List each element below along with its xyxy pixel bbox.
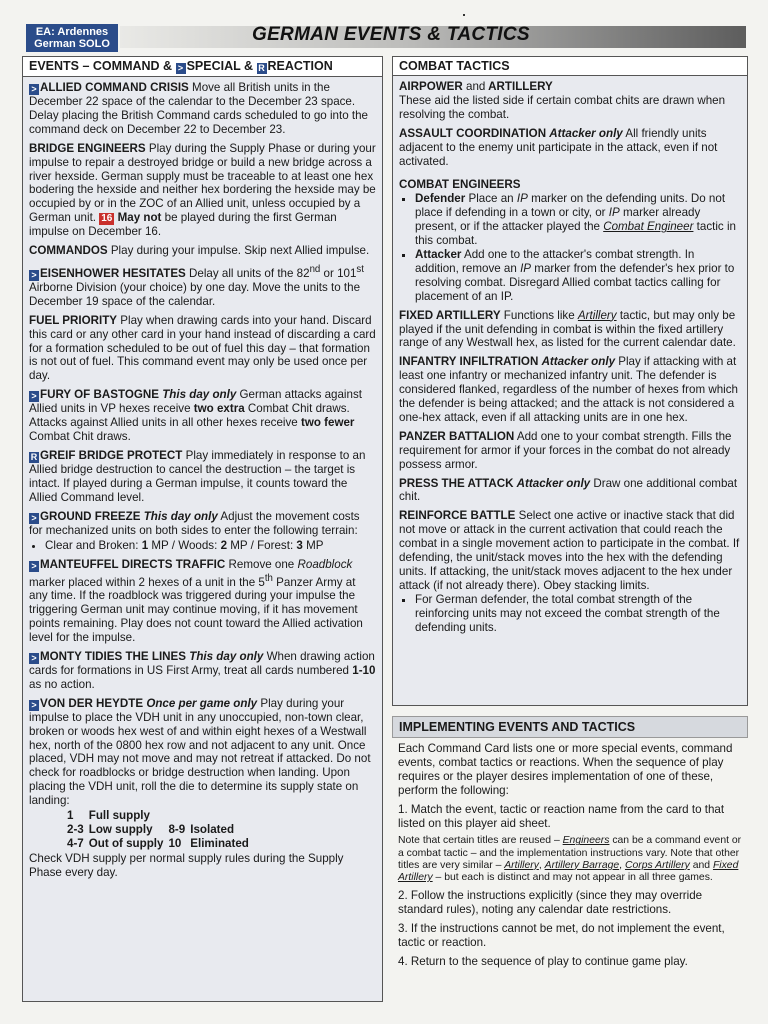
bullet-text: Clear and Broken:	[45, 538, 139, 552]
roll-cell: 4-7	[67, 836, 84, 850]
special-icon: >	[29, 653, 39, 664]
entry-condition: This day only	[162, 388, 237, 402]
entry-title: ASSAULT COORDINATION	[399, 126, 547, 140]
page-title: GERMAN EVENTS & TACTICS	[252, 24, 530, 45]
entry-title	[399, 80, 741, 94]
entry-text: or 101	[323, 266, 357, 280]
entry-commandos	[29, 244, 376, 258]
entry-condition: Attacker only	[516, 476, 591, 490]
entry-title: VON DER HEYDTE	[40, 696, 144, 710]
entry-monty	[29, 650, 376, 692]
combat-tactics-heading: COMBAT TACTICS	[393, 57, 747, 76]
entry-condition: Attacker only	[541, 355, 616, 369]
heading-part-a: EVENTS – COMMAND &	[29, 59, 173, 73]
day-badge: 16	[101, 213, 113, 225]
entry-text: Play immediately in response to an Allied bridge destruction to cancel the destruction – the target is intact. If played during a German impulse, it counts toward the Allied Command level.	[29, 448, 366, 504]
note-link: Artillery	[504, 859, 539, 871]
scenario-tag	[26, 24, 118, 52]
result-cell: Full supply	[88, 809, 150, 823]
entry-title: ALLIED COMMAND CRISIS	[40, 81, 189, 94]
bullet-link: Combat Engineer	[603, 220, 694, 234]
title-part: AIRPOWER	[399, 80, 463, 93]
entry-title: FUEL PRIORITY	[29, 313, 118, 327]
entry-link: Artillery	[577, 308, 617, 322]
entry-title: COMBAT ENGINEERS	[399, 178, 521, 192]
entry-text: Adjust the movement costs for mechanized units on both sides to enter the following terrain:	[29, 509, 360, 537]
bullet-value: 2	[220, 538, 228, 552]
entry-text: be played during the first German impulse on December 16.	[29, 211, 337, 239]
events-heading	[23, 57, 382, 77]
heading-part-b: SPECIAL &	[186, 59, 254, 73]
entry-eisenhower-hesitates	[29, 263, 376, 309]
entry-title: MANTEUFFEL DIRECTS TRAFFIC	[40, 557, 226, 571]
entry-emphasis: two fewer	[300, 416, 355, 430]
entry-title: FIXED ARTILLERY	[399, 308, 501, 322]
special-icon: >	[29, 561, 39, 572]
freeze-bullet	[45, 539, 376, 553]
entry-text: All friendly units adjacent to the enemy unit participate in the attack, even if not activated.	[399, 126, 718, 168]
special-icon: >	[29, 391, 39, 402]
entry-text: Play during the Supply Phase or during your impulse to repair a destroyed bridge or build a new bridge across a river hexside. German supply must be traceable to at least one hex bodering the hexside and neither hex bordering the hexside may be occupied by or in the ZOC of an Allied unit, unless occupied by a German unit.	[29, 141, 376, 225]
bullet-italic: IP	[516, 192, 528, 206]
entry-emphasis: 1-10	[352, 663, 376, 677]
reaction-icon: R	[30, 451, 38, 462]
entry-condition: This day only	[189, 649, 264, 663]
entry-text: as no action.	[29, 677, 95, 691]
note-text: – but each is distinct and may not appear in all three games.	[435, 872, 713, 884]
entry-text: These aid the listed side if certain combat chits are drawn when resolving the combat.	[399, 93, 726, 121]
special-icon: >	[176, 63, 186, 74]
entry-text: Remove one	[228, 557, 295, 571]
roll-cell: 8-9	[168, 822, 186, 836]
speck	[463, 14, 465, 16]
events-panel	[22, 56, 383, 1002]
entry-title: REINFORCE BATTLE	[399, 509, 516, 523]
bullet-text: MP / Woods:	[151, 538, 218, 552]
entry-title: PANZER BATTALION	[399, 429, 515, 443]
note-link: Fixed Artillery	[398, 859, 739, 884]
events-body	[23, 77, 382, 880]
bullet-defender	[415, 192, 741, 248]
special-icon: >	[29, 700, 39, 711]
entry-text: Play during your impulse. Skip next Allied impulse.	[110, 244, 370, 258]
entry-title: MONTY TIDIES THE LINES	[40, 649, 187, 663]
bullet-attacker	[415, 248, 741, 304]
step-3: 3. If the instructions cannot be met, do not implement the event, tactic or reaction.	[398, 922, 725, 949]
bullet-text: ▪ For German defender, the total combat strength of the reinforcing units may not exceed the combat strength of the defending units.	[415, 593, 741, 635]
implementing-body	[392, 738, 748, 969]
note-link: Engineers	[562, 835, 610, 847]
table-row	[67, 823, 254, 837]
entry-emphasis: May not	[117, 211, 162, 225]
entry-text: Combat Chit draws.	[29, 430, 131, 444]
title-bar	[120, 26, 746, 48]
entry-fury-of-bastogne	[29, 388, 376, 444]
bullet-text: MP	[306, 538, 324, 552]
bullet-value: 1	[141, 538, 149, 552]
bullet-text: marker already present, or if the attacker played the	[415, 206, 701, 234]
entry-text: tactic, but may only be played if the unit defending in combat is within the fixed artillery range of any Westwall hex, as listed for the current calendar date.	[399, 308, 736, 350]
entry-text: Play during your impulse to place the VDH unit in any unoccupied, non-town clear, broken or woods hex west of and within eight hexes of a Westwall hex, north of the 0800 hex row and not adjacent to any unit. Once placed, VDH may not move and may not retreat if attacked. Do not check for roadblocks or bridge destruction when landing. Upon placing the VDH unit, roll the die to determine its supply state on landing:	[29, 696, 371, 808]
result-cell	[190, 809, 254, 823]
combat-tactics-body	[393, 76, 747, 635]
special-icon: >	[29, 270, 39, 281]
reaction-icon: R	[258, 63, 265, 73]
implementing-heading: IMPLEMENTING EVENTS AND TACTICS	[392, 716, 748, 738]
entry-bridge-engineers	[29, 142, 376, 239]
entry-fixed-artillery	[399, 309, 741, 351]
note-link: Corps Artillery	[624, 859, 690, 871]
entry-text: Play if attacking with at least one infantry or mechanized infantry unit. The defender is considered flanked, regardless of the number of hexes from which the defender is being attacked; and the attack is not considered a one-hex attack, even if all attacking units are in one hex.	[399, 355, 738, 424]
roll-cell	[168, 809, 190, 823]
entry-text: Check VDH supply per normal supply rules during the Supply Phase every day.	[29, 851, 344, 879]
entry-text: marker placed within 2 hexes of a unit in the 5	[29, 575, 265, 589]
entry-manteuffel	[29, 558, 376, 645]
entry-text: Select one active or inactive stack that did not move or attack in the current activation that could reach the combat in a single movement action to participate in the combat. If defending, the unit/stack moves into the hex with the defending units. If attacking, the unit/stack moves adjacent to the hex under attack (if not already there). Obey stacking limits.	[399, 509, 740, 592]
entry-press-the-attack	[399, 477, 741, 505]
entry-title: BRIDGE ENGINEERS	[29, 141, 146, 155]
entry-text: Delay all units of the 82	[189, 266, 310, 280]
entry-italic: Roadblock	[297, 557, 353, 571]
combat-tactics-panel	[392, 56, 748, 706]
entry-text: Add one to your combat strength. Fills the requirement for armor if your forces in the combat do not already possess armor.	[399, 429, 732, 471]
entry-text: Panzer Army at any time. If the roadblock was triggered during your impulse the triggering German unit may continue moving, if it has movement points remaining. Play does not count toward the Allied activation level for the impulse.	[29, 575, 363, 644]
result-cell: Eliminated	[190, 836, 249, 850]
intro-text: Each Command Card lists one or more special events, command events, combat tactics or reactions. When the sequence of play requires or the player desires implementation of one of these, perform the following:	[398, 742, 733, 797]
title-part: and	[466, 80, 486, 93]
freeze-bullets	[29, 539, 376, 553]
entry-condition: Once per game only	[146, 696, 258, 710]
entry-text: Draw one additional combat chit.	[399, 476, 738, 504]
entry-greif-bridge-protect	[29, 449, 376, 505]
entry-condition: Attacker only	[549, 126, 623, 140]
bullet-text: Place an	[468, 192, 514, 206]
entry-fuel-priority	[29, 314, 376, 384]
special-icon: >	[29, 513, 39, 524]
step-2: 2. Follow the instructions explicitly (since they may override standard rules), noting any calendar date restrictions.	[398, 889, 703, 917]
entry-condition: This day only	[143, 509, 218, 523]
bullet-text: tactic in this combat.	[415, 220, 736, 248]
entry-infantry-infiltration	[399, 355, 741, 425]
entry-text: German attacks against Allied units in VP hexes receive	[29, 388, 362, 416]
scenario-tag-line1: EA: Ardennes	[35, 26, 109, 38]
result-cell: Isolated	[190, 822, 235, 836]
engineers-bullets	[399, 192, 741, 303]
bullet-text: Add one to the attacker's combat strength. In addition, remove an	[415, 247, 695, 275]
entry-assault-coordination	[399, 127, 741, 169]
scenario-tag-line2: German SOLO	[34, 38, 110, 50]
entry-text: Functions like	[503, 308, 575, 322]
entry-reinforce-battle	[399, 509, 741, 592]
entry-title: FURY OF BASTOGNE	[40, 388, 159, 402]
entry-ground-freeze	[29, 510, 376, 538]
note-text: can be a command event or a combat tactic – and the implementation instructions vary. Note that other titles are very similar –	[398, 835, 742, 871]
table-row	[67, 837, 254, 851]
entry-text: Move all British units in the December 22 space of the calendar to the December 23 space. Delay placing the British Command cards scheduled to go into the command deck on December 22 to December 23.	[29, 81, 368, 136]
bullet-text: MP / Forest:	[230, 538, 294, 552]
step-1: 1. Match the event, tactic or reaction name from the card to that listed on this player aid sheet.	[398, 802, 725, 830]
bullet-title: Attacker	[415, 247, 462, 261]
implementing-panel	[392, 716, 748, 1016]
entry-allied-command-crisis	[29, 81, 376, 137]
entry-emphasis: two extra	[193, 402, 245, 416]
roll-cell: 1	[67, 809, 74, 823]
bullet-text: marker from the defender's hex prior to resolving combat. Disregard Allied combat tactics calling for placement of an IP.	[415, 261, 735, 303]
supply-table	[67, 809, 254, 851]
special-icon: >	[29, 84, 39, 95]
note-link: Artillery Barrage	[544, 859, 620, 871]
entry-title: INFANTRY INFILTRATION	[399, 355, 539, 369]
entry-von-der-heydte	[29, 697, 376, 808]
heading-part-c: REACTION	[267, 59, 333, 73]
entry-title: EISENHOWER HESITATES	[40, 266, 186, 280]
reinforce-bullets	[399, 593, 741, 635]
bullet-title: Defender	[415, 192, 466, 206]
superscript: nd	[309, 264, 321, 276]
bullet-italic: IP	[608, 206, 620, 220]
entry-text: When drawing action cards for formations in US First Army, treat all cards numbered	[29, 649, 375, 677]
superscript: st	[356, 264, 364, 276]
roll-cell: 10	[168, 836, 182, 850]
step-4: 4. Return to the sequence of play to continue game play.	[398, 954, 688, 968]
roll-cell: 2-3	[67, 822, 84, 836]
note-text: ,	[538, 859, 542, 871]
entry-text: Airborne Division (your choice) by one day. Move the units to the December 19 space of the calendar.	[29, 280, 361, 308]
entry-title: GREIF BRIDGE PROTECT	[40, 448, 183, 462]
note-text: Note that certain titles are reused –	[398, 835, 560, 847]
entry-title: GROUND FREEZE	[40, 509, 141, 523]
note	[398, 835, 742, 884]
bullet-italic: IP	[520, 261, 532, 275]
note-text: ,	[619, 859, 623, 871]
entry-text: Combat Chit draws. Attacks against Allied units in all other hexes receive	[29, 402, 350, 430]
bullet-text: marker on the defending units. Do not place if defending in a town or city, or	[415, 192, 726, 220]
entry-text: Play when drawing cards into your hand. Discard this card or any other card in your hand instead of discarding a card for a formation scheduled to be out of fuel this day – that formation is not out of fuel. This command event may only be used once per day.	[29, 313, 376, 383]
entry-title: PRESS THE ATTACK	[399, 476, 514, 490]
table-row	[67, 809, 254, 823]
result-cell: Out of supply	[88, 836, 164, 850]
bullet-value: 3	[296, 538, 303, 552]
entry-panzer-battalion	[399, 430, 741, 472]
result-cell: Low supply	[88, 822, 153, 836]
entry-title: COMMANDOS	[29, 244, 108, 258]
superscript: th	[264, 572, 273, 584]
title-part: ARTILLERY	[488, 80, 553, 93]
note-text: and	[692, 859, 711, 871]
